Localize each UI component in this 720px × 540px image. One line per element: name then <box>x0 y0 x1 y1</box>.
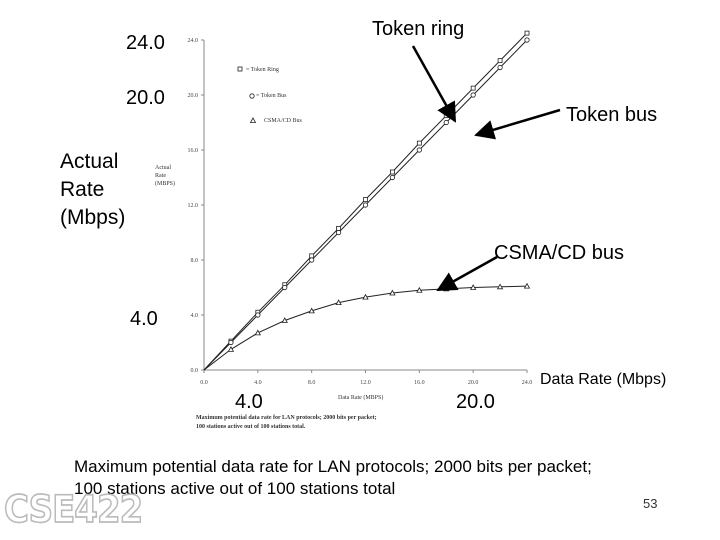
x-tick-label: 16.0 <box>414 380 425 386</box>
legend-entry-token-ring: = Token Ring <box>246 67 279 73</box>
point-token-ring <box>444 114 448 118</box>
point-token-bus <box>417 148 421 152</box>
y-label-20: 20.0 <box>126 87 165 109</box>
point-csma-cd-bus <box>228 347 233 352</box>
point-token-bus <box>498 65 502 69</box>
y-tick-label: 24.0 <box>187 38 198 44</box>
y-tick-label: 0.0 <box>190 368 198 374</box>
small-x-axis-title: Data Rate (MBPS) <box>338 395 384 401</box>
figure-caption-line-2: 100 stations active out of 100 stations total. <box>196 424 306 430</box>
point-token-ring <box>525 31 529 35</box>
legend-marker-token-bus <box>250 94 254 98</box>
x-label-4: 4.0 <box>235 391 263 413</box>
y-axis-title-line-2: Rate <box>60 178 105 201</box>
point-token-ring <box>417 141 421 145</box>
point-token-ring <box>364 198 368 202</box>
point-token-bus <box>471 93 475 97</box>
small-y-axis-title-line-1: Actual <box>155 165 171 171</box>
legend-entry-csma: CSMA/CD Bus <box>264 118 302 124</box>
legend-entry-token-bus: = Token Bus <box>256 93 287 99</box>
y-axis-title-line-3: (Mbps) <box>60 206 126 229</box>
x-label-20: 20.0 <box>456 391 495 413</box>
x-tick-label: 0.0 <box>200 380 208 386</box>
x-tick-label: 4.0 <box>254 380 262 386</box>
small-y-axis-title-line-2: Rate <box>155 173 166 179</box>
callout-token-bus: Token bus <box>566 104 658 126</box>
legend-marker-token-ring <box>238 67 242 71</box>
point-token-bus <box>256 313 260 317</box>
x-tick-label: 12.0 <box>360 380 371 386</box>
figure-caption <box>196 414 377 432</box>
figure-caption-line-1: Maximum potential data rate for LAN protocols; 2000 bits per packet; <box>196 415 377 421</box>
slide-caption-line-2: 100 stations active out of 100 stations total <box>74 479 396 498</box>
y-tick-label: 20.0 <box>187 93 198 99</box>
point-token-bus <box>336 230 340 234</box>
arrow-token-bus <box>476 110 560 135</box>
y-label-4: 4.0 <box>130 308 158 330</box>
point-token-bus <box>229 340 233 344</box>
y-tick-label: 16.0 <box>187 148 198 154</box>
course-logo: CSE422 <box>4 488 143 532</box>
point-token-ring <box>471 86 475 90</box>
x-axis-title: Data Rate (Mbps) <box>540 371 667 388</box>
point-token-bus <box>390 175 394 179</box>
point-token-ring <box>498 59 502 63</box>
page-number: 53 <box>643 496 658 511</box>
x-tick-label: 8.0 <box>307 380 316 386</box>
slide-caption-line-1: Maximum potential data rate for LAN protocols; 2000 bits per packet; <box>74 457 592 476</box>
callout-csma: CSMA/CD bus <box>494 242 625 264</box>
y-axis-title-line-1: Actual <box>60 150 119 173</box>
callout-token-ring: Token ring <box>372 18 465 40</box>
x-tick-label: 24.0 <box>521 380 533 386</box>
y-axis-title <box>60 148 125 232</box>
point-token-ring <box>337 226 341 230</box>
point-token-bus <box>363 203 367 207</box>
point-token-bus <box>309 258 313 262</box>
point-token-bus <box>283 285 287 289</box>
y-tick-label: 8.0 <box>190 258 198 264</box>
y-label-24: 24.0 <box>126 32 165 54</box>
arrow-token-ring <box>413 46 455 121</box>
y-tick-label: 12.0 <box>187 203 198 209</box>
slide-caption <box>74 456 592 500</box>
point-token-bus <box>444 120 448 124</box>
arrow-csma <box>438 257 497 290</box>
point-token-bus <box>525 38 529 42</box>
y-tick-label: 4.0 <box>190 313 198 319</box>
legend-marker-csma <box>251 118 256 123</box>
small-y-axis-title <box>155 164 175 188</box>
point-token-ring <box>310 254 314 258</box>
point-token-ring <box>390 170 394 174</box>
x-tick-label: 20.0 <box>467 380 479 386</box>
small-y-axis-title-line-3: (MBPS) <box>155 181 176 187</box>
